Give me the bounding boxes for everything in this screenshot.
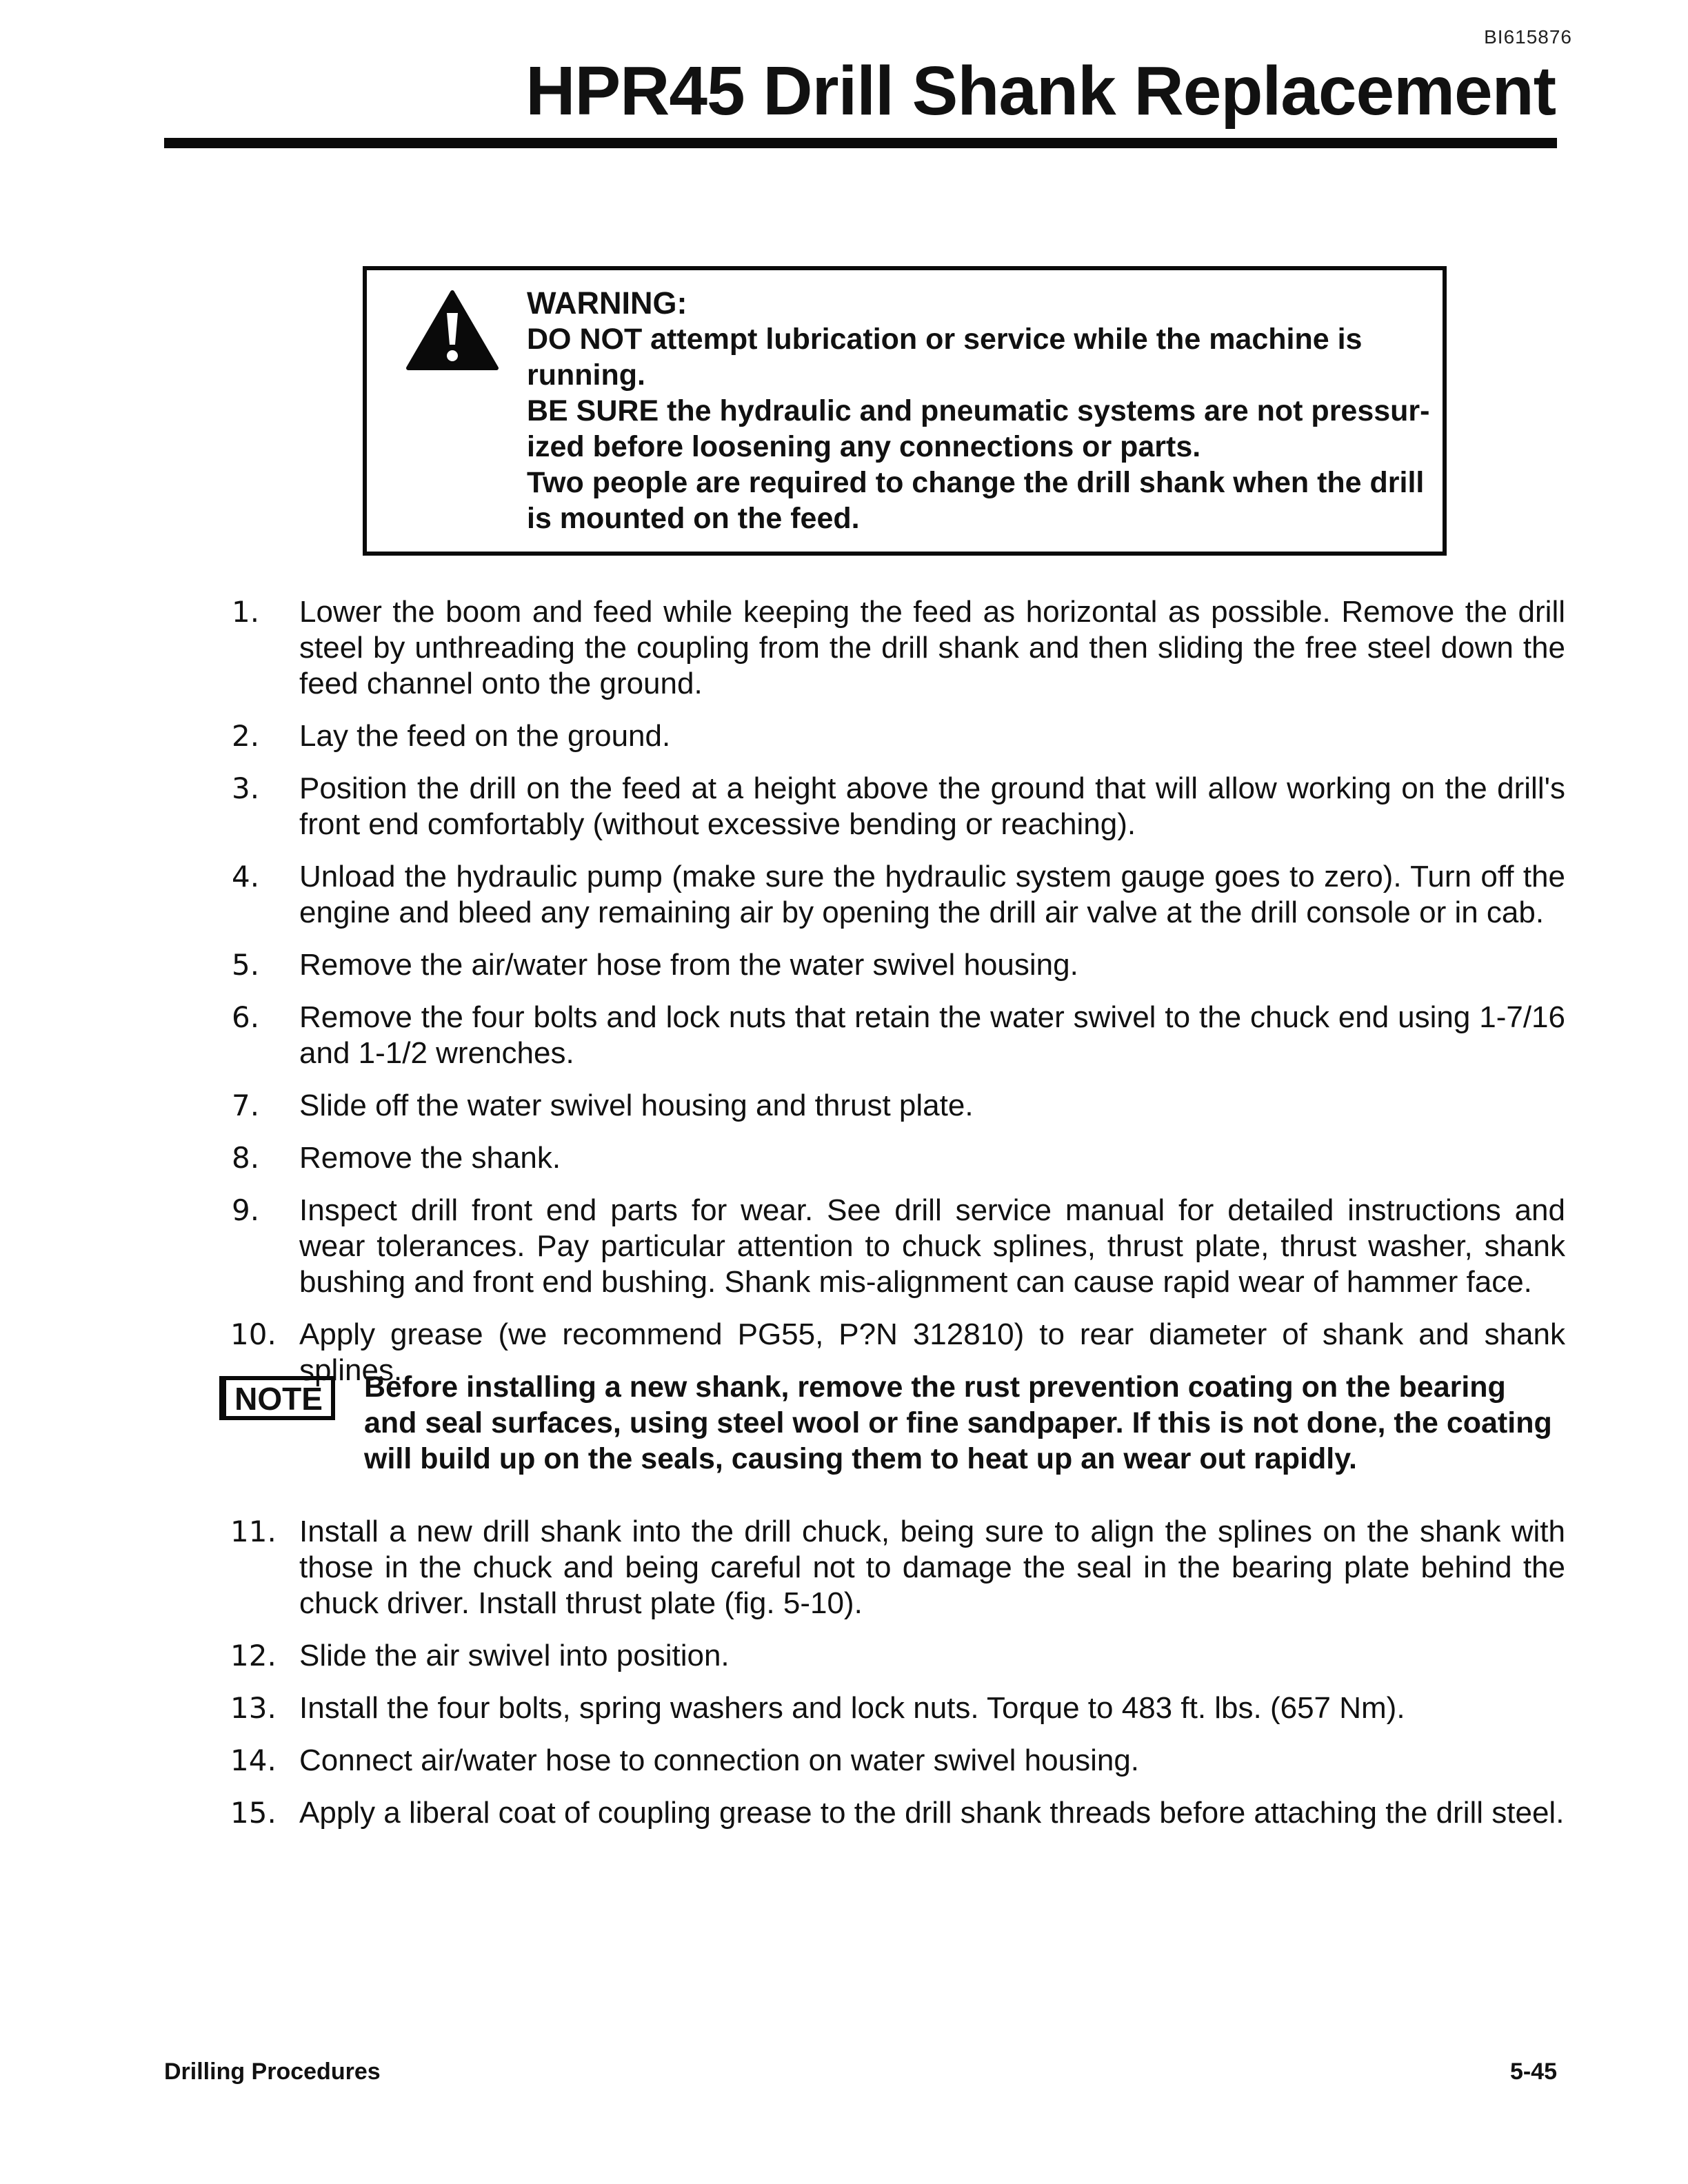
step-text: Install the four bolts, spring washers and lock nuts. Torque to 483 ft. lbs. (657 Nm). [299,1691,1405,1725]
list-item [214,1743,1565,1779]
procedure-steps-part2 [214,1514,1565,1848]
step-text: Remove the four bolts and lock nuts that retain the water swivel to the chuck end using 1-7/16 and 1-1/2 wrenches. [299,1000,1565,1070]
step-text: Apply a liberal coat of coupling grease to the drill shank threads before attaching the drill steel. [299,1796,1565,1830]
step-number: 4. [232,860,260,893]
step-text: Apply grease (we recommend PG55, P?N 312810) to rear diameter of shank and shank splines. [299,1317,1565,1387]
list-item [214,1000,1565,1071]
step-number: 3. [232,771,260,805]
warning-line: Two people are required to change the drill shank when the drill is mounted on the feed. [527,466,1425,535]
step-text: Lay the feed on the ground. [299,719,671,753]
step-number: 15. [230,1796,277,1830]
list-item [214,594,1565,702]
procedure-steps-part1 [214,594,1565,1405]
list-item [214,1690,1565,1726]
list-item [214,1140,1565,1176]
list-item [214,1795,1565,1831]
list-item [214,947,1565,983]
step-number: 2. [232,719,260,753]
warning-line: DO NOT attempt lubrication or service while the machine is running. [527,323,1363,392]
list-item [214,1088,1565,1124]
warning-heading: WARNING: [527,285,687,321]
note-badge: NOTE [219,1376,335,1420]
document-id: BI615876 [1484,26,1572,48]
list-item [214,771,1565,842]
step-number: 14. [230,1743,277,1777]
footer-section-title: Drilling Procedures [164,2059,381,2085]
list-item [214,1193,1565,1300]
page-number: 5-45 [1509,2059,1557,2085]
warning-box [363,266,1447,556]
step-number: 10. [230,1317,277,1351]
list-item [214,859,1565,931]
list-item [214,1514,1565,1621]
step-number: 9. [232,1193,260,1227]
step-text: Remove the air/water hose from the water swivel housing. [299,948,1078,982]
step-text: Install a new drill shank into the drill chuck, being sure to align the splines on the shank with those in the chuck and being careful not to damage the seal in the bearing plate behind the chuck driver. Install thrust plate (fig. 5-10). [299,1515,1565,1620]
step-number: 13. [230,1691,277,1725]
step-text: Connect air/water hose to connection on water swivel housing. [299,1743,1140,1777]
step-number: 11. [230,1515,277,1548]
step-number: 7. [232,1089,260,1122]
warning-triangle-icon [405,290,499,372]
step-number: 12. [230,1639,277,1672]
step-number: 5. [232,948,260,982]
note-text: Before installing a new shank, remove the rust prevention coating on the bearing and seal surfaces, using steel wool or fine sandpaper. If this is not done, the coating will build up on the seals, causing them to heat up an wear out rapidly. [364,1371,1552,1475]
title-rule [164,138,1557,148]
step-text: Slide the air swivel into position. [299,1639,730,1672]
step-text: Unload the hydraulic pump (make sure the hydraulic system gauge goes to zero). Turn off the engine and bleed any remaining air by opening the drill air valve at the drill console or in cab. [299,860,1565,929]
step-text: Inspect drill front end parts for wear. See drill service manual for detailed instructions and wear tolerances. Pay particular attention to chuck splines, thrust plate, thrust washer, shank bushing and front end bushing. Shank mis-alignment can cause rapid wear of hammer face. [299,1193,1565,1299]
step-number: 1. [232,595,260,629]
step-number: 8. [232,1141,260,1175]
step-text: Position the drill on the feed at a height above the ground that will allow working on the drill's front end comfortably (without excessive bending or reaching). [299,771,1565,841]
list-item [214,718,1565,754]
step-text: Lower the boom and feed while keeping the feed as horizontal as possible. Remove the drill steel by unthreading the coupling from the drill shank and then sliding the free steel down the feed channel onto the ground. [299,595,1565,700]
step-text: Remove the shank. [299,1141,561,1175]
step-text: Slide off the water swivel housing and thrust plate. [299,1089,974,1122]
page-title: HPR45 Drill Shank Replacement [525,52,1556,130]
step-number: 6. [232,1000,260,1034]
list-item [214,1638,1565,1674]
warning-line: BE SURE the hydraulic and pneumatic systems are not pressur-ized before loosening any connections or parts. [527,394,1430,463]
